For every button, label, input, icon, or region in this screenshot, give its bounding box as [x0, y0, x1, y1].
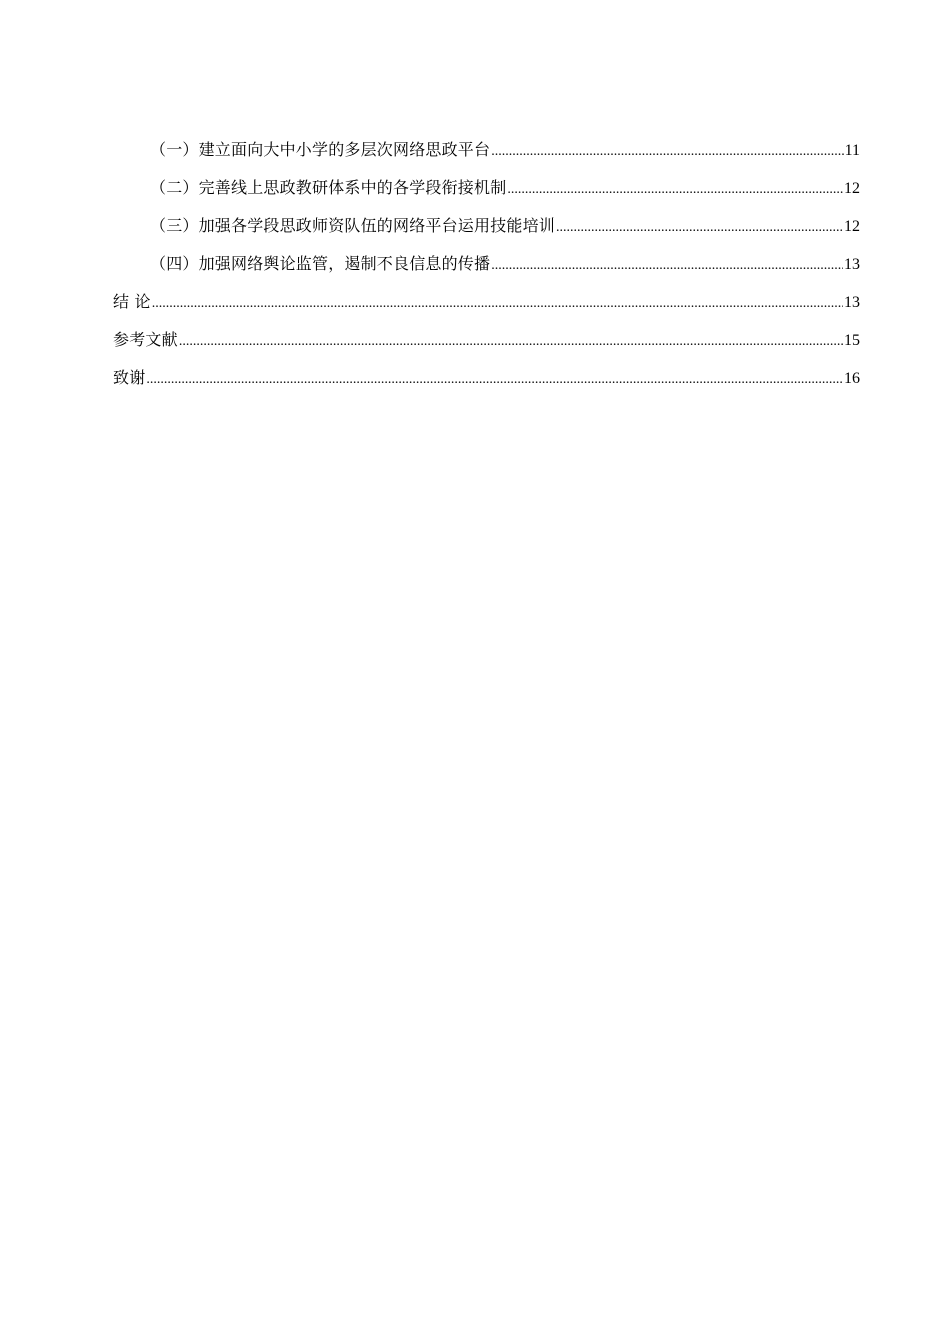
toc-entry-title: 参考文献 — [113, 330, 178, 349]
toc-entry[interactable] — [113, 174, 860, 212]
toc-entry-page: 13 — [844, 294, 860, 311]
toc-dot-leader — [152, 290, 843, 318]
toc-entry[interactable] — [113, 288, 860, 326]
toc-entry[interactable] — [113, 250, 860, 288]
toc-entry[interactable] — [113, 326, 860, 364]
table-of-contents — [113, 136, 860, 402]
toc-entry-title: （一）建立面向大中小学的多层次网络思政平台 — [150, 140, 491, 159]
toc-entry-page: 11 — [844, 142, 860, 159]
toc-dot-leader — [491, 252, 843, 280]
toc-dot-leader — [491, 138, 843, 166]
toc-entry-page: 13 — [844, 256, 860, 273]
toc-entry-page: 12 — [844, 180, 860, 197]
toc-entry-title: 结 论 — [113, 292, 151, 311]
toc-entry[interactable] — [113, 212, 860, 250]
toc-dot-leader — [179, 328, 843, 356]
toc-entry-page: 15 — [844, 332, 860, 349]
toc-entry-title: （二）完善线上思政教研体系中的各学段衔接机制 — [150, 178, 507, 197]
toc-entry-title: 致谢 — [113, 368, 146, 387]
toc-dot-leader — [556, 214, 843, 242]
toc-entry[interactable] — [113, 364, 860, 402]
toc-entry-page: 12 — [844, 218, 860, 235]
toc-entry-title: （三）加强各学段思政师资队伍的网络平台运用技能培训 — [150, 216, 556, 235]
toc-dot-leader — [146, 366, 843, 394]
toc-entry-title: （四）加强网络舆论监管，遏制不良信息的传播 — [150, 254, 491, 273]
toc-entry-page: 16 — [844, 370, 860, 387]
toc-dot-leader — [507, 176, 843, 204]
toc-entry[interactable] — [113, 136, 860, 174]
